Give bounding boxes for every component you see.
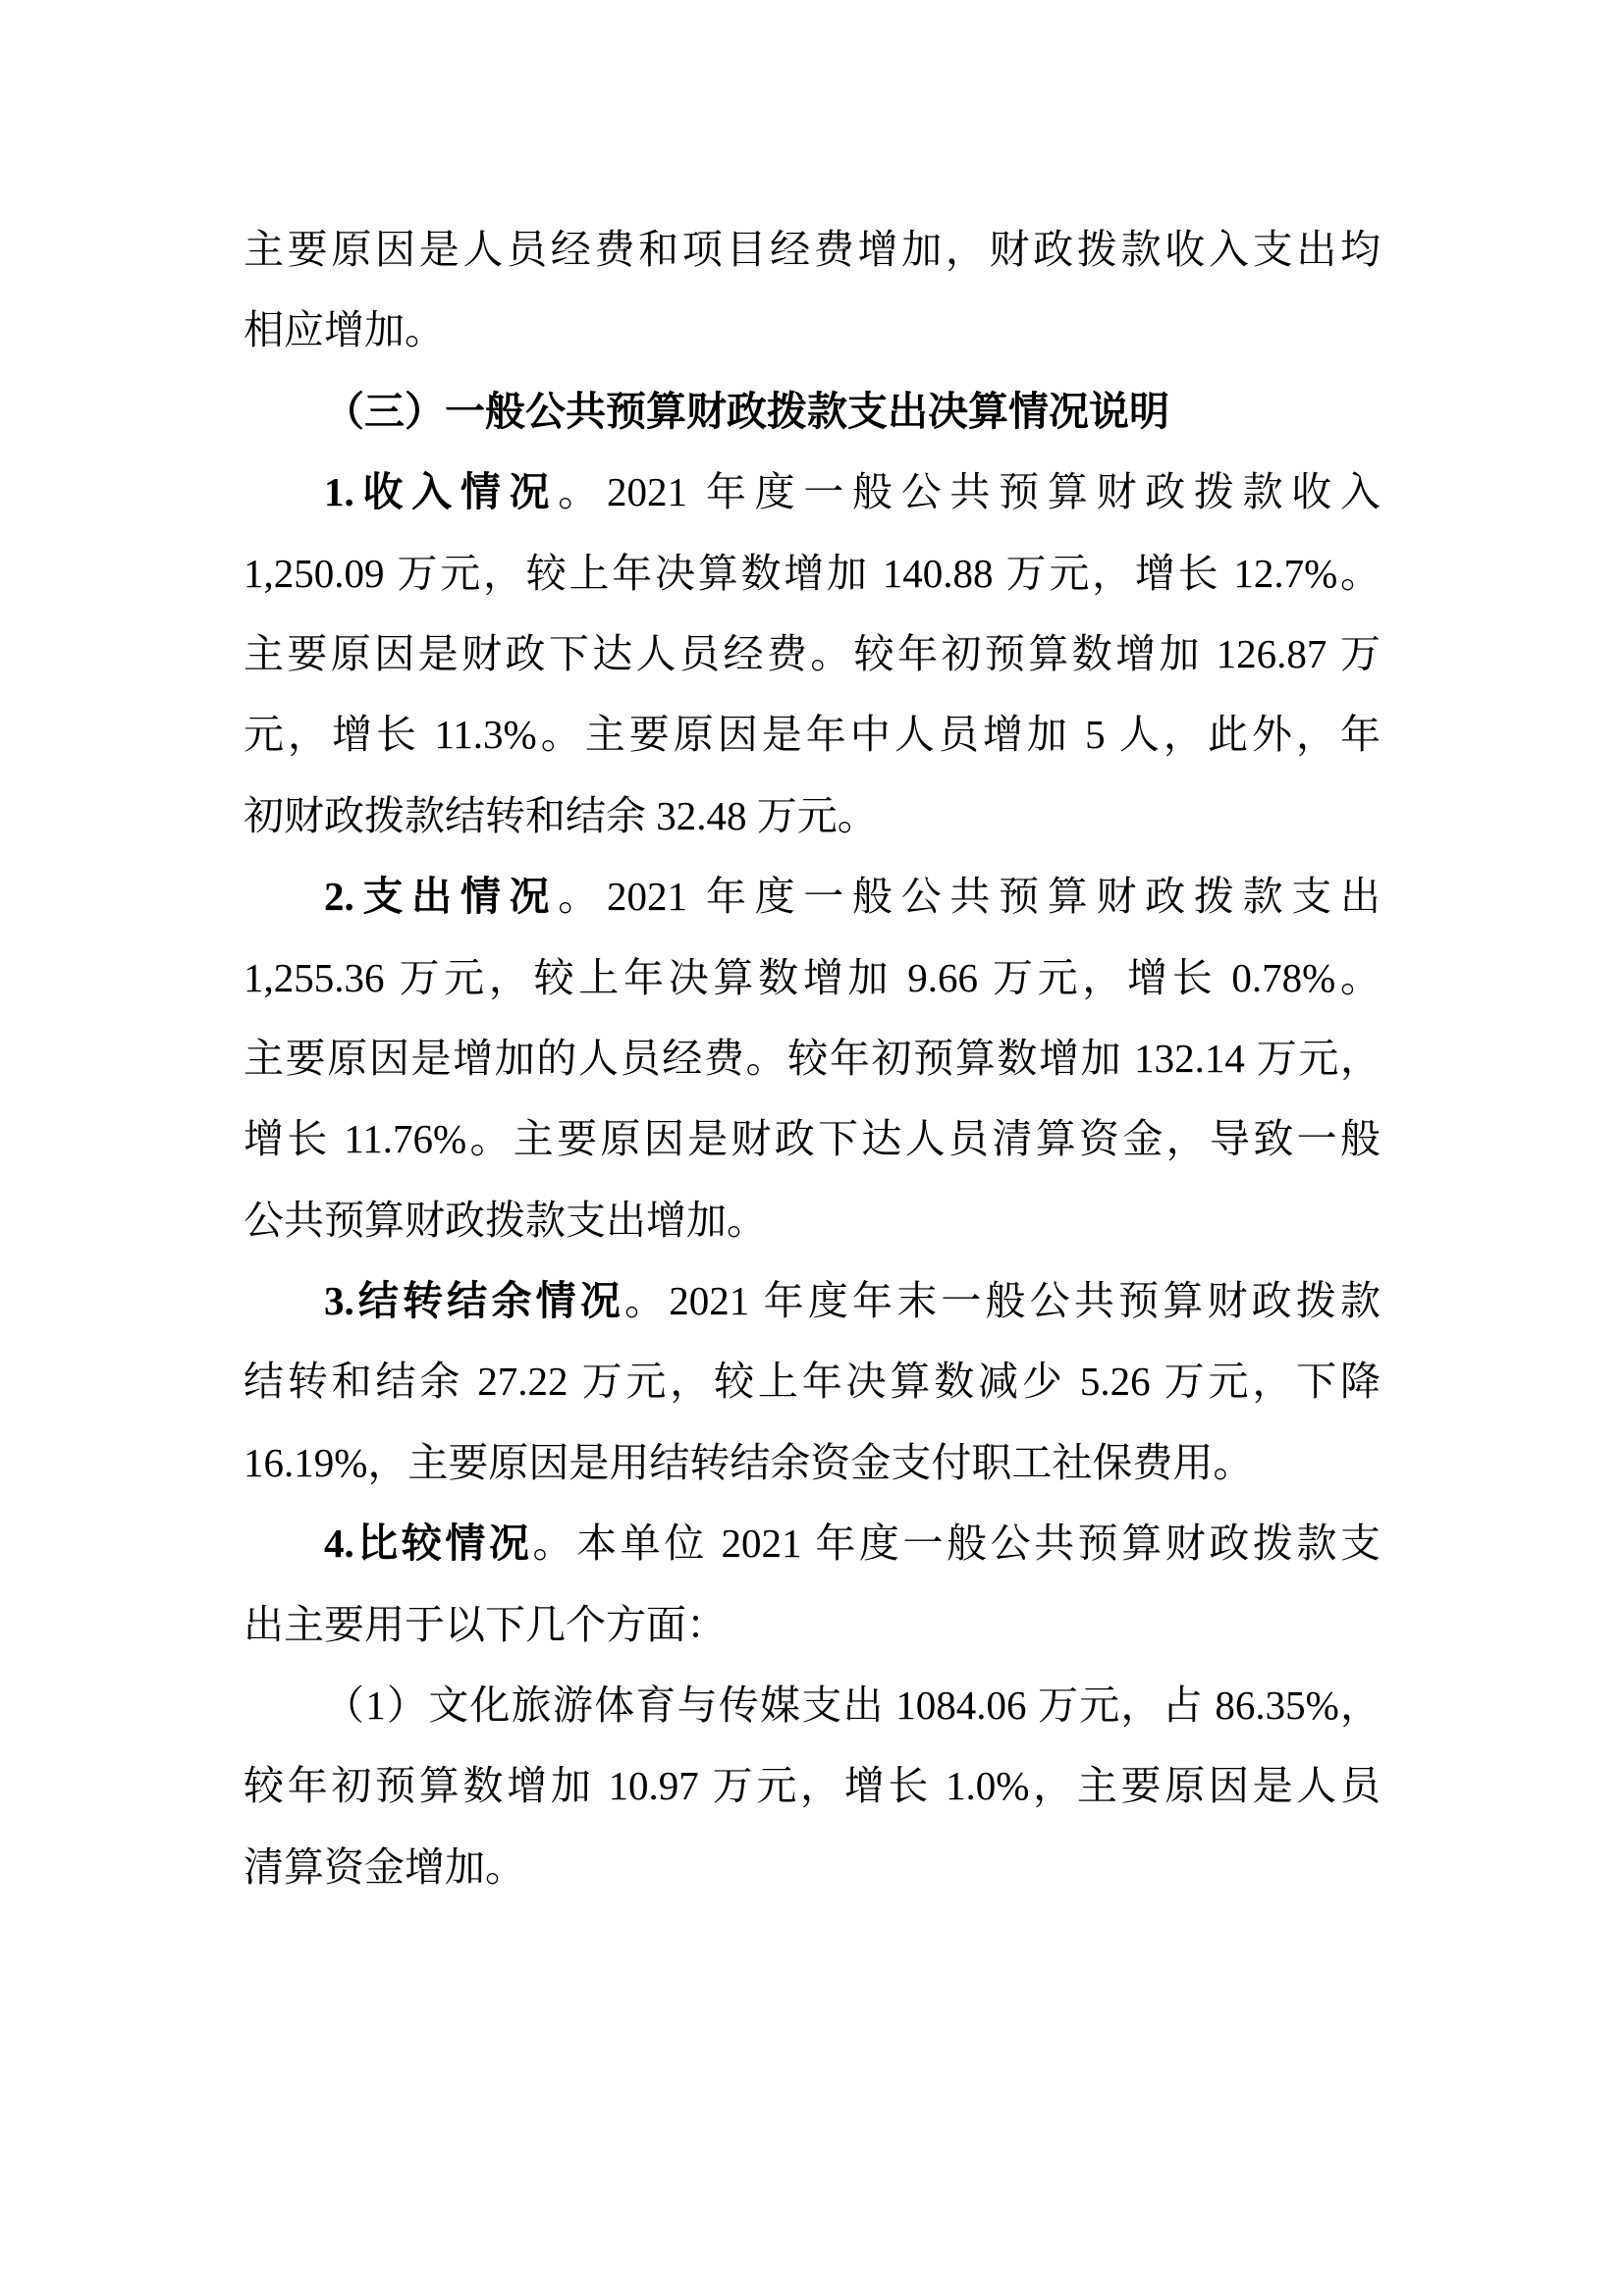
bold-text-segment: 3.结转结余情况 xyxy=(324,1278,625,1324)
text-line-10 xyxy=(244,937,1380,1018)
text-line-9 xyxy=(244,856,1380,936)
text-segment: 。本单位 2021 年度一般公共预算财政拨款支 xyxy=(532,1521,1381,1567)
bold-text-segment: 2.支出情况 xyxy=(324,874,559,920)
text-segment: 清算资金增加。 xyxy=(244,1843,525,1890)
text-segment: 较年初预算数增加 10.97 万元，增长 1.0%，主要原因是人员 xyxy=(244,1763,1380,1809)
document-text-block xyxy=(244,209,1380,1907)
text-segment: 主要原因是人员经费和项目经费增加，财政拨款收入支出均 xyxy=(244,227,1380,272)
text-segment: 增长 11.76%。主要原因是财政下达人员清算资金，导致一般 xyxy=(244,1116,1380,1162)
text-segment: 1,250.09 万元，较上年决算数增加 140.88 万元，增长 12.7%。 xyxy=(244,550,1380,596)
text-line-11 xyxy=(244,1018,1380,1098)
text-segment: （1）文化旅游体育与传媒支出 1084.06 万元，占 86.35%， xyxy=(324,1682,1380,1729)
text-line-19 xyxy=(244,1665,1380,1745)
text-segment: 初财政拨款结转和结余 32.48 万元。 xyxy=(244,792,878,838)
text-line-21 xyxy=(244,1827,1380,1907)
bold-text-segment: 1.收入情况 xyxy=(324,469,559,515)
text-segment: 16.19%，主要原因是用结转结余资金支付职工社保费用。 xyxy=(244,1439,1254,1485)
text-segment: 出主要用于以下几个方面： xyxy=(244,1601,727,1647)
text-line-17 xyxy=(244,1503,1380,1583)
text-segment: 结转和结余 27.22 万元，较上年决算数减少 5.26 万元，下降 xyxy=(244,1359,1380,1405)
text-line-15 xyxy=(244,1341,1380,1421)
text-line-7 xyxy=(244,694,1380,774)
text-line-4 xyxy=(244,452,1380,532)
text-line-16 xyxy=(244,1422,1380,1503)
bold-text-segment: （三）一般公共预算财政拨款支出决算情况说明 xyxy=(324,388,1169,434)
text-segment: 。2021 年度年末一般公共预算财政拨款 xyxy=(624,1278,1381,1324)
text-line-8 xyxy=(244,775,1380,856)
bold-text-segment: 4.比较情况 xyxy=(324,1521,533,1567)
text-line-20 xyxy=(244,1745,1380,1826)
text-line-2 xyxy=(244,290,1380,370)
text-line-3 xyxy=(244,371,1380,452)
text-segment: 。2021 年度一般公共预算财政拨款支出 xyxy=(558,874,1380,920)
text-segment: 主要原因是增加的人员经费。较年初预算数增加 132.14 万元， xyxy=(244,1035,1380,1081)
text-line-12 xyxy=(244,1098,1380,1179)
text-segment: 相应增加。 xyxy=(244,307,445,353)
text-segment: 主要原因是财政下达人员经费。较年初预算数增加 126.87 万 xyxy=(244,630,1380,676)
text-line-13 xyxy=(244,1180,1380,1260)
text-line-6 xyxy=(244,614,1380,694)
text-line-14 xyxy=(244,1260,1380,1341)
text-line-1 xyxy=(244,209,1380,290)
text-segment: 。2021 年度一般公共预算财政拨款收入 xyxy=(558,469,1380,515)
text-line-18 xyxy=(244,1584,1380,1665)
text-segment: 1,255.36 万元，较上年决算数增加 9.66 万元，增长 0.78%。 xyxy=(244,954,1380,1000)
text-segment: 元，增长 11.3%。主要原因是年中人员增加 5 人，此外，年 xyxy=(244,712,1380,758)
text-segment: 公共预算财政拨款支出增加。 xyxy=(244,1197,767,1243)
text-line-5 xyxy=(244,533,1380,614)
